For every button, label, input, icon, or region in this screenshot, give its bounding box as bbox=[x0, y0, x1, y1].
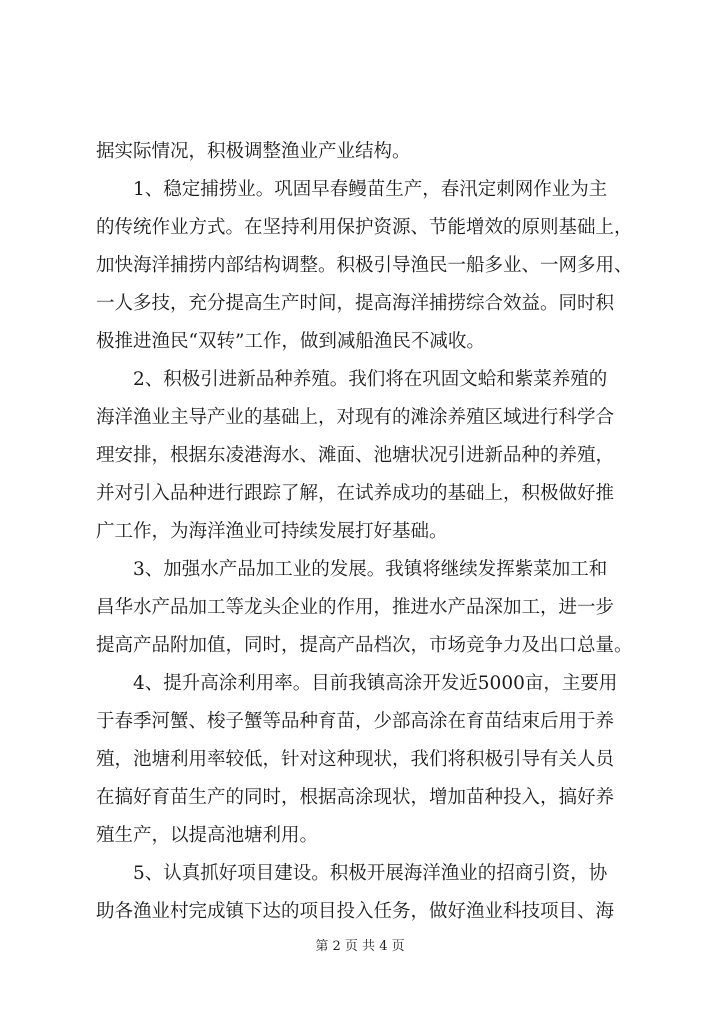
text-line: 加快海洋捕捞内部结构调整。积极引导渔民一船多业、一网多用、 bbox=[96, 255, 633, 276]
text-line: 4、提升高涂利用率。目前我镇高涂开发近5000亩，主要用 bbox=[96, 673, 618, 694]
text-line: 3、加强水产品加工业的发展。我镇将继续发挥紫菜加工和 bbox=[96, 559, 608, 580]
text-line: 殖，池塘利用率较低，针对这种现状，我们将积极引导有关人员 bbox=[96, 749, 615, 770]
page-footer: 第 2 页 共 4 页 bbox=[315, 939, 405, 954]
text-line: 2、积极引进新品种养殖。我们将在巩固文蛤和紫菜养殖的 bbox=[96, 369, 608, 390]
text-line: 理安排，根据东凌港海水、滩面、池塘状况引进新品种的养殖， bbox=[96, 445, 615, 466]
text-line: 1、稳定捕捞业。巩固早春鳗苗生产，春汛定刺网作业为主 bbox=[96, 179, 608, 200]
text-line: 极推进渔民“双转”工作，做到减船渔民不减收。 bbox=[96, 331, 485, 352]
text-line: 助各渔业村完成镇下达的项目投入任务，做好渔业科技项目、海 bbox=[96, 901, 615, 922]
text-line: 并对引入品种进行跟踪了解，在试养成功的基础上，积极做好推 bbox=[96, 483, 615, 504]
text-line: 昌华水产品加工等龙头企业的作用，推进水产品深加工，进一步 bbox=[96, 597, 615, 618]
text-line: 于春季河蟹、梭子蟹等品种育苗，少部高涂在育苗结束后用于养 bbox=[96, 711, 615, 732]
text-line: 5、认真抓好项目建设。积极开展海洋渔业的招商引资，协 bbox=[96, 863, 608, 884]
text-line: 海洋渔业主导产业的基础上，对现有的滩涂养殖区域进行科学合 bbox=[96, 407, 615, 428]
text-line: 广工作，为海洋渔业可持续发展打好基础。 bbox=[96, 521, 448, 542]
text-line: 一人多技，充分提高生产时间，提高海洋捕捞综合效益。同时积 bbox=[96, 293, 615, 314]
text-line: 据实际情况，积极调整渔业产业结构。 bbox=[96, 141, 411, 162]
text-line: 殖生产，以提高池塘利用。 bbox=[96, 825, 319, 846]
text-line: 在搞好育苗生产的同时，根据高涂现状，增加苗种投入，搞好养 bbox=[96, 787, 615, 808]
text-line: 提高产品附加值，同时，提高产品档次，市场竞争力及出口总量。 bbox=[96, 635, 633, 656]
text-line: 的传统作业方式。在坚持利用保护资源、节能增效的原则基础上， bbox=[96, 217, 633, 238]
